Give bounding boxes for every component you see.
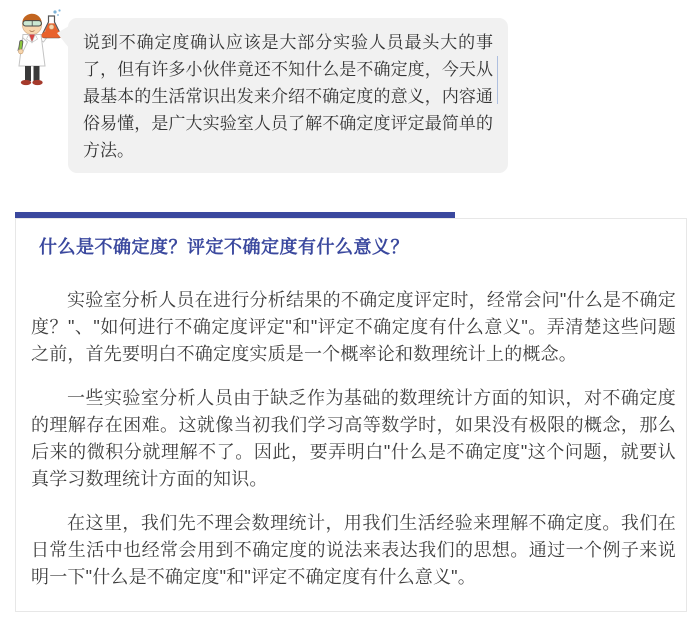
- text-cursor-artifact: [497, 56, 498, 104]
- article-paragraph-3: 在这里，我们先不理会数理统计，用我们生活经验来理解不确定度。我们在日常生活中也经常会用到不确定度的说法来表达我们的思想。通过一个例子来说明一下"什么是不确定度"和"评定不确定度有什么意义"。: [31, 513, 676, 587]
- section-heading: 什么是不确定度？评定不确定度有什么意义？: [39, 237, 409, 257]
- article-paragraph-2: 一些实验室分析人员由于缺乏作为基础的数理统计方面的知识，对不确定度的理解存在困难。这就像当初我们学习高等数学时，如果没有极限的概念，那么后来的微积分就理解不了。因此，要弄明白"什么是不确定度"这个问题，就要认真学习数理统计方面的知识。: [31, 388, 676, 489]
- speech-bubble: [68, 18, 508, 173]
- article-paragraph-1: 实验室分析人员在进行分析结果的不确定度评定时，经常会问"什么是不确定度？"、"如何进行不确定度评定"和"评定不确定度有什么意义"。弄清楚这些问题之前，首先要明白不确定度实质是一个概率论和数理统计上的概念。: [31, 290, 676, 364]
- speech-bubble-text: 说到不确定度确认应该是大部分实验人员最头大的事了，但有许多小伙伴竟还不知什么是不确定度，今天从最基本的生活常识出发来介绍不确定度的意义，内容通俗易懂，是广大实验室人员了解不确定度评定最简单的方法。: [83, 33, 493, 160]
- scientist-cartoon-icon: [8, 8, 64, 92]
- article-content-box: [15, 218, 687, 612]
- speech-bubble-tail-icon: [57, 26, 69, 48]
- scientist-avatar: [8, 8, 64, 92]
